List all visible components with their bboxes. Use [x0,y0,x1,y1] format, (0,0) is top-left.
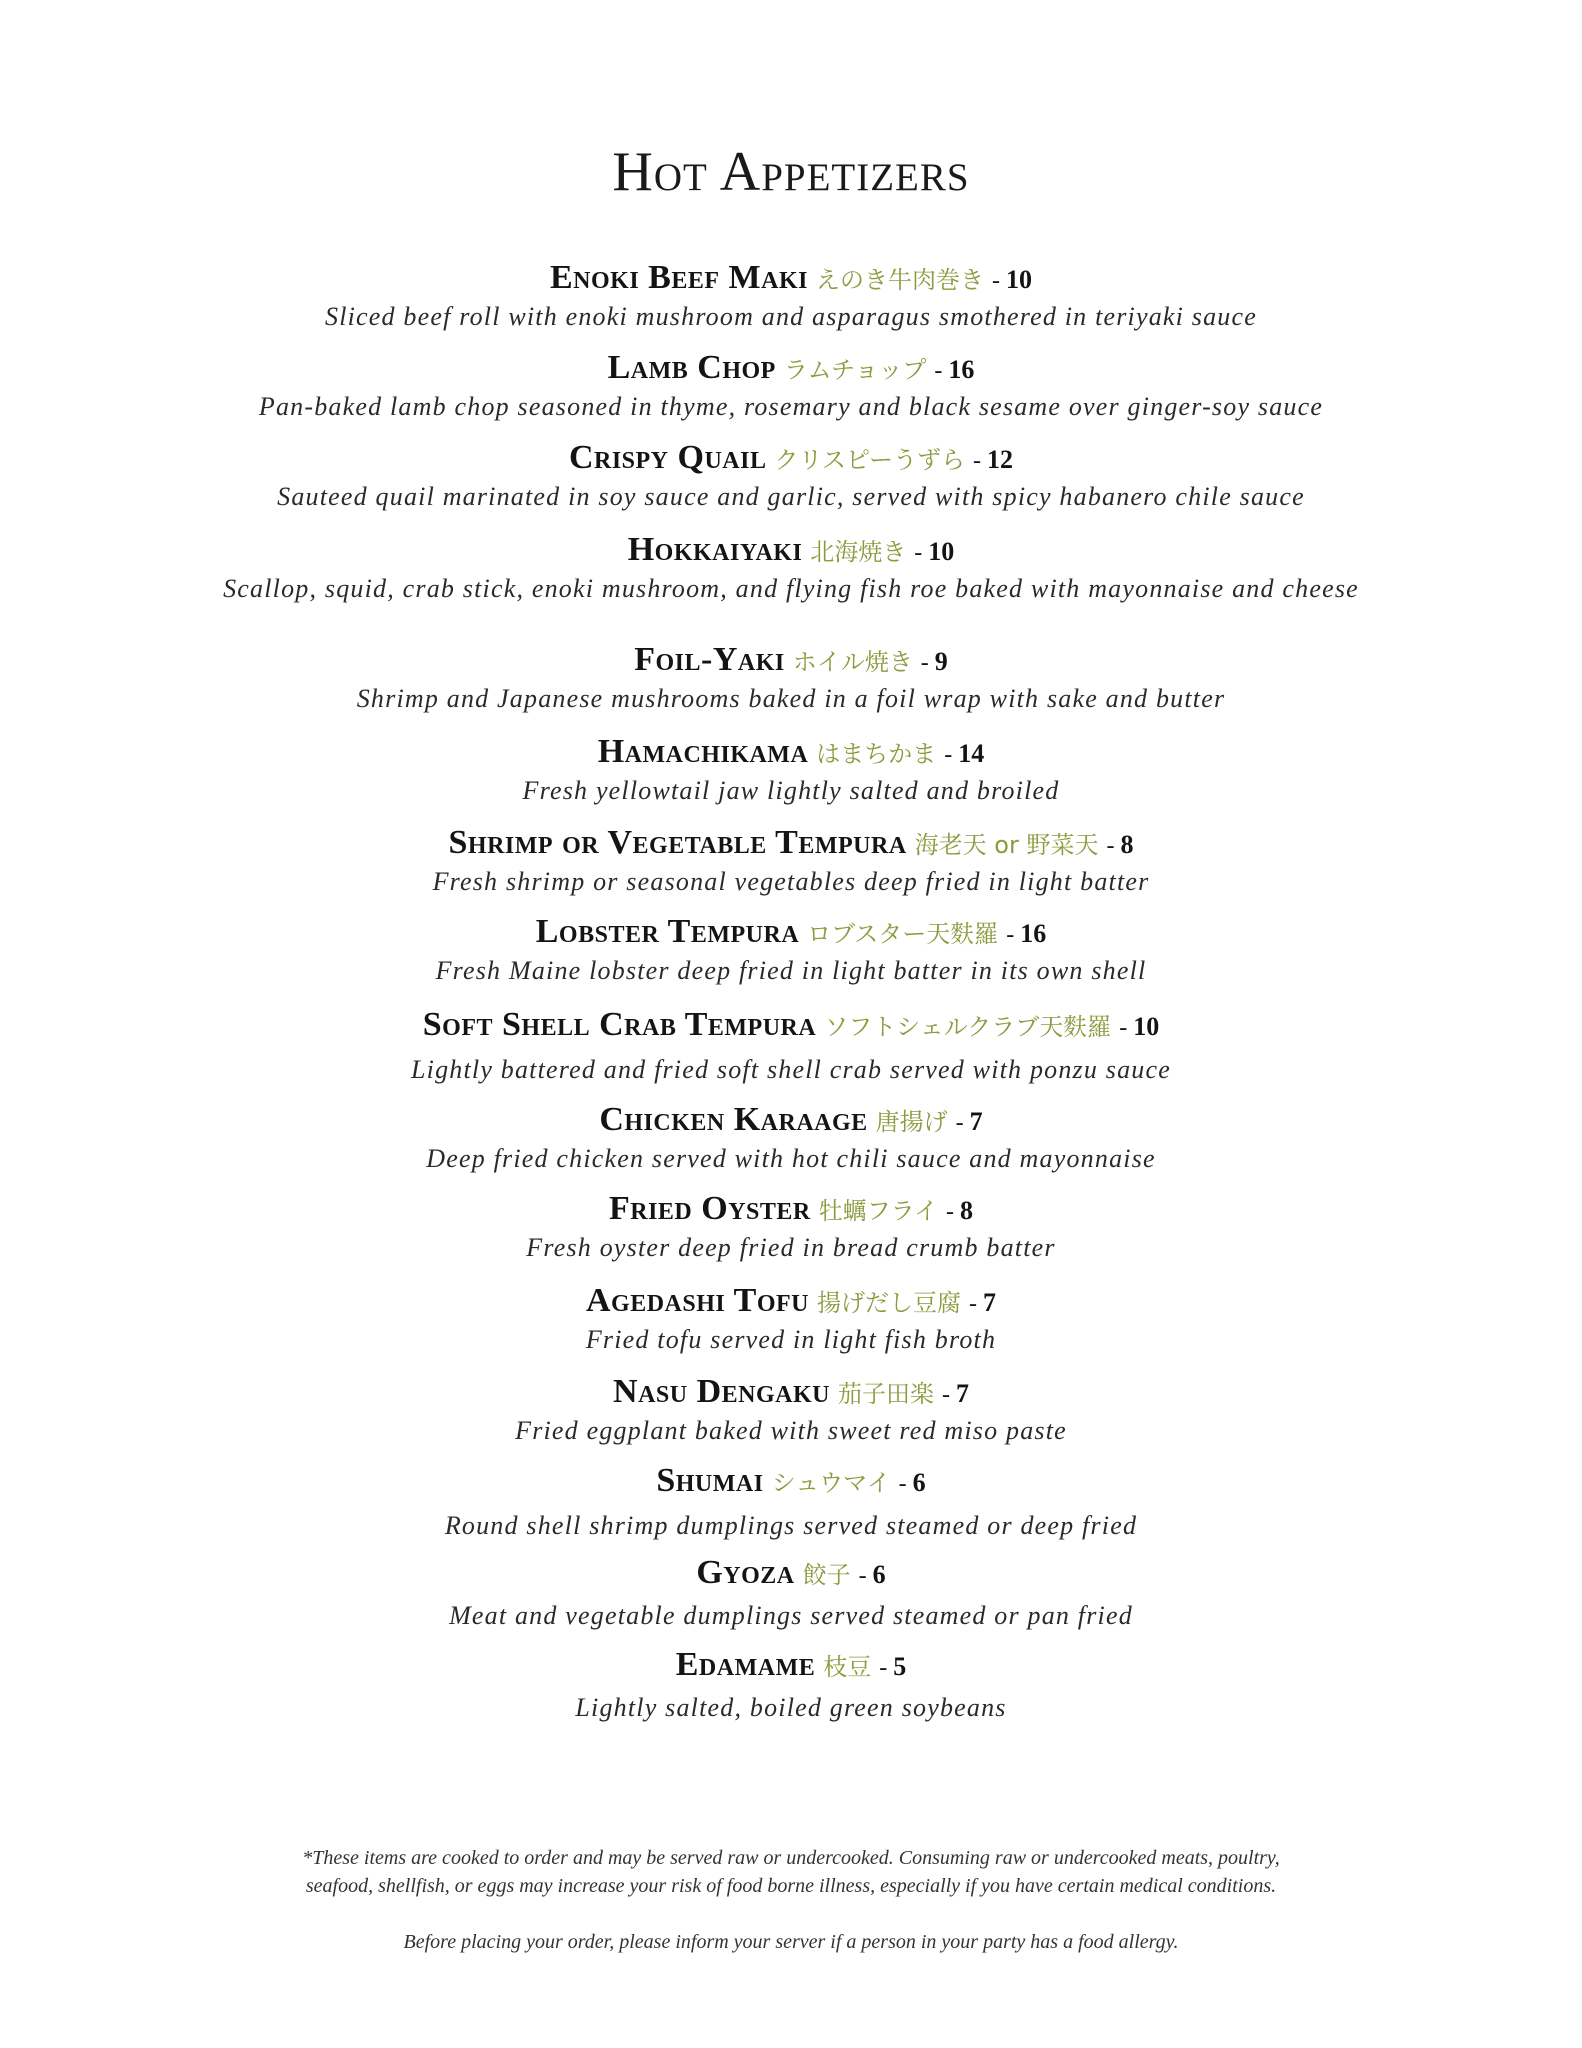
item-name: Shrimp or Vegetable Tempura [448,824,907,861]
menu-item-hamachikama [0,732,1582,807]
item-japanese-name: 茄子田楽 [837,1380,934,1408]
menu-item-foil-yaki [0,640,1582,715]
item-price: 6 [872,1560,886,1589]
item-price: 10 [928,537,955,566]
item-description: Sliced beef roll with enoki mushroom and asparagus smothered in teriyaki sauce [325,302,1257,331]
item-japanese-name: シュウマイ [771,1469,891,1497]
item-japanese-name: 餃子 [802,1561,851,1589]
item-japanese-name: 海老天 or 野菜天 [914,831,1099,859]
item-japanese-name: はまちかま [816,740,937,768]
item-japanese-name: ラムチョップ [783,356,927,384]
item-name: Crispy Quail [568,439,767,476]
item-price: 12 [987,445,1014,474]
item-japanese-name: ホイル焼き [792,648,913,676]
item-separator: - [1006,922,1015,948]
item-separator: - [914,540,923,566]
item-name: Soft Shell Crab Tempura [422,1006,817,1043]
item-description: Fried tofu served in light fish broth [585,1325,997,1354]
item-separator: - [955,1110,964,1136]
item-separator: - [991,268,1000,294]
item-japanese-name: 唐揚げ [875,1108,948,1136]
item-price: 10 [1133,1012,1160,1041]
item-description: Fried eggplant baked with sweet red miso paste [515,1416,1067,1445]
menu-item-gyoza [0,1553,1582,1632]
menu-item-crispy-quail [0,438,1582,513]
item-japanese-name: 揚げだし豆腐 [816,1289,961,1317]
item-japanese-name: 牡蠣フライ [818,1197,939,1225]
item-name: Hokkaiyaki [627,531,803,568]
menu-item-agedashi-tofu [0,1281,1582,1356]
menu-item-shrimp-or-vegetable-tempura [0,823,1582,898]
item-separator: - [858,1563,867,1589]
menu-item-chicken-karaage [0,1100,1582,1175]
page-title: Hot Appetizers [612,141,970,203]
menu-item-hokkaiyaki [0,530,1582,605]
menu-item-fried-oyster [0,1189,1582,1264]
item-separator: - [1119,1015,1128,1041]
item-separator: - [968,1291,977,1317]
item-separator: - [973,448,982,474]
disclaimer-line-1: *These items are cooked to order and may be served raw or undercooked. Consuming raw or undercooked meats, poultry, [302,1847,1280,1869]
item-separator: - [1106,833,1115,859]
item-name: Gyoza [696,1554,795,1591]
item-name: Shumai [656,1462,764,1499]
item-description: Round shell shrimp dumplings served steamed or deep fried [444,1511,1138,1540]
item-price: 6 [912,1468,926,1497]
item-price: 14 [958,739,985,768]
item-description: Fresh Maine lobster deep fried in light batter in its own shell [435,956,1147,985]
item-price: 9 [934,647,948,676]
menu-item-soft-shell-crab-tempura [0,1005,1582,1086]
item-japanese-name: ロブスター天麩羅 [807,920,999,948]
item-separator: - [944,742,953,768]
item-price: 16 [1020,919,1047,948]
item-name: Foil-Yaki [634,641,785,678]
item-separator: - [941,1382,950,1408]
item-price: 5 [893,1652,907,1681]
item-price: 8 [1120,830,1134,859]
item-description: Fresh shrimp or seasonal vegetables deep fried in light batter [432,867,1150,896]
item-description: Lightly salted, boiled green soybeans [575,1693,1007,1722]
item-description: Meat and vegetable dumplings served steamed or pan fried [449,1601,1133,1630]
item-description: Deep fried chicken served with hot chili sauce and mayonnaise [426,1144,1156,1173]
item-price: 16 [948,355,975,384]
item-japanese-name: えのき牛肉巻き [815,266,984,294]
item-price: 8 [960,1196,974,1225]
food-allergy-notice: Before placing your order, please inform your server if a person in your party has a food allergy. [403,1931,1179,1953]
menu-item-shumai [0,1461,1582,1542]
item-name: Fried Oyster [608,1190,811,1227]
menu-item-lamb-chop [0,348,1582,423]
disclaimer-line-2: seafood, shellfish, or eggs may increase your risk of food borne illness, especially if you have certain medical conditions. [305,1875,1277,1897]
item-name: Edamame [675,1646,816,1683]
item-description: Fresh oyster deep fried in bread crumb batter [526,1233,1056,1262]
item-separator: - [934,358,943,384]
item-description: Scallop, squid, crab stick, enoki mushroom, and flying fish roe baked with mayonnaise and cheese [223,574,1359,603]
item-japanese-name: 北海焼き [810,538,907,566]
item-japanese-name: 枝豆 [823,1653,872,1681]
menu-item-lobster-tempura [0,912,1582,987]
item-name: Agedashi Tofu [586,1282,809,1319]
item-name: Chicken Karaage [599,1101,868,1138]
item-description: Fresh yellowtail jaw lightly salted and broiled [522,776,1060,805]
item-separator: - [879,1655,888,1681]
item-price: 7 [982,1288,996,1317]
item-name: Enoki Beef Maki [550,259,808,296]
item-separator: - [898,1471,907,1497]
item-name: Lamb Chop [607,349,776,386]
item-japanese-name: クリスピーうずら [774,446,966,474]
menu-item-edamame [0,1645,1582,1724]
raw-food-disclaimer [0,1844,1582,1900]
item-separator: - [946,1199,955,1225]
item-description: Sauteed quail marinated in soy sauce and garlic, served with spicy habanero chile sauce [277,482,1305,511]
item-description: Pan-baked lamb chop seasoned in thyme, rosemary and black sesame over ginger-soy sauce [258,392,1324,421]
item-price: 7 [955,1379,969,1408]
item-price: 10 [1005,265,1032,294]
item-price: 7 [969,1107,983,1136]
item-name: Lobster Tempura [535,913,800,950]
item-description: Shrimp and Japanese mushrooms baked in a foil wrap with sake and butter [356,684,1226,713]
item-name: Nasu Dengaku [613,1373,830,1410]
item-description: Lightly battered and fried soft shell crab served with ponzu sauce [411,1055,1171,1084]
menu-item-nasu-dengaku [0,1372,1582,1447]
menu-item-enoki-beef-maki [0,258,1582,333]
item-japanese-name: ソフトシェルクラブ天麩羅 [824,1013,1112,1041]
item-separator: - [920,650,929,676]
item-name: Hamachikama [597,733,809,770]
